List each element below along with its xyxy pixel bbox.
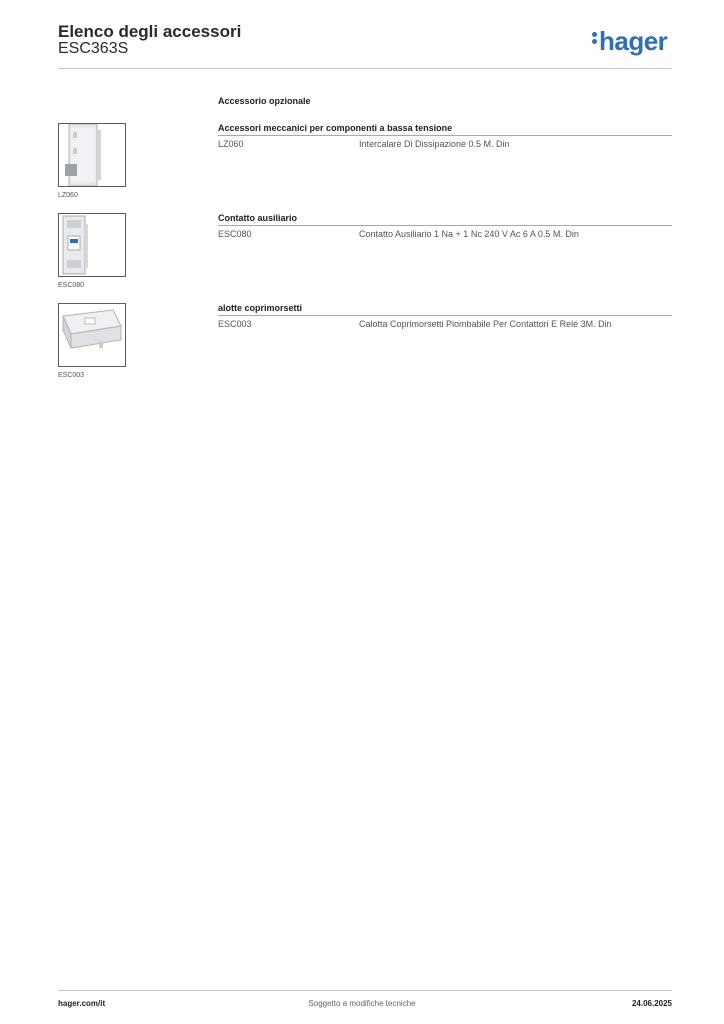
- accessory-group: [218, 213, 672, 240]
- accessory-group: [218, 123, 672, 150]
- logo-colon-icon: [592, 30, 598, 46]
- item-code: ESC080: [218, 229, 252, 239]
- item-code: ESC003: [218, 319, 252, 329]
- list-item: [218, 226, 672, 240]
- list-item: [218, 316, 672, 330]
- footer-notice: Soggetto a modifiche tecniche: [308, 999, 416, 1008]
- auxiliary-contact-image: [58, 213, 126, 277]
- footer-website: hager.com/it: [58, 999, 106, 1008]
- page-title: Elenco degli accessori: [58, 22, 242, 41]
- header-divider: [58, 68, 672, 69]
- section-title: Accessorio opzionale: [218, 96, 311, 106]
- terminal-cover-image: [58, 303, 126, 367]
- thumbnail-caption: ESC003: [58, 372, 85, 379]
- group-heading: Accessori meccanici per componenti a bassa tensione: [218, 123, 672, 136]
- list-item: [218, 136, 672, 150]
- footer-divider: [58, 990, 672, 991]
- group-heading: Contatto ausiliario: [218, 213, 672, 226]
- item-description: Calotta Coprimorsetti Piombabile Per Contattori E Relé 3M. Din: [359, 319, 612, 329]
- footer-date: 24.06.2025: [631, 999, 672, 1008]
- thumbnail-caption: ESC080: [58, 282, 85, 289]
- logo-text: hager: [599, 26, 668, 56]
- hager-logo: [592, 26, 667, 57]
- item-code: LZ060: [218, 139, 244, 149]
- thumbnail-caption: LZ060: [58, 192, 78, 199]
- item-description: Contatto Ausiliario 1 Na + 1 Nc 240 V Ac 6 A 0.5 M. Din: [359, 229, 579, 239]
- product-code: ESC363S: [58, 40, 129, 57]
- accessory-group: [218, 303, 672, 330]
- spacer-module-image: [58, 123, 126, 187]
- item-description: Intercalare Di Dissipazione 0.5 M. Din: [359, 139, 510, 149]
- group-heading: alotte coprimorsetti: [218, 303, 672, 316]
